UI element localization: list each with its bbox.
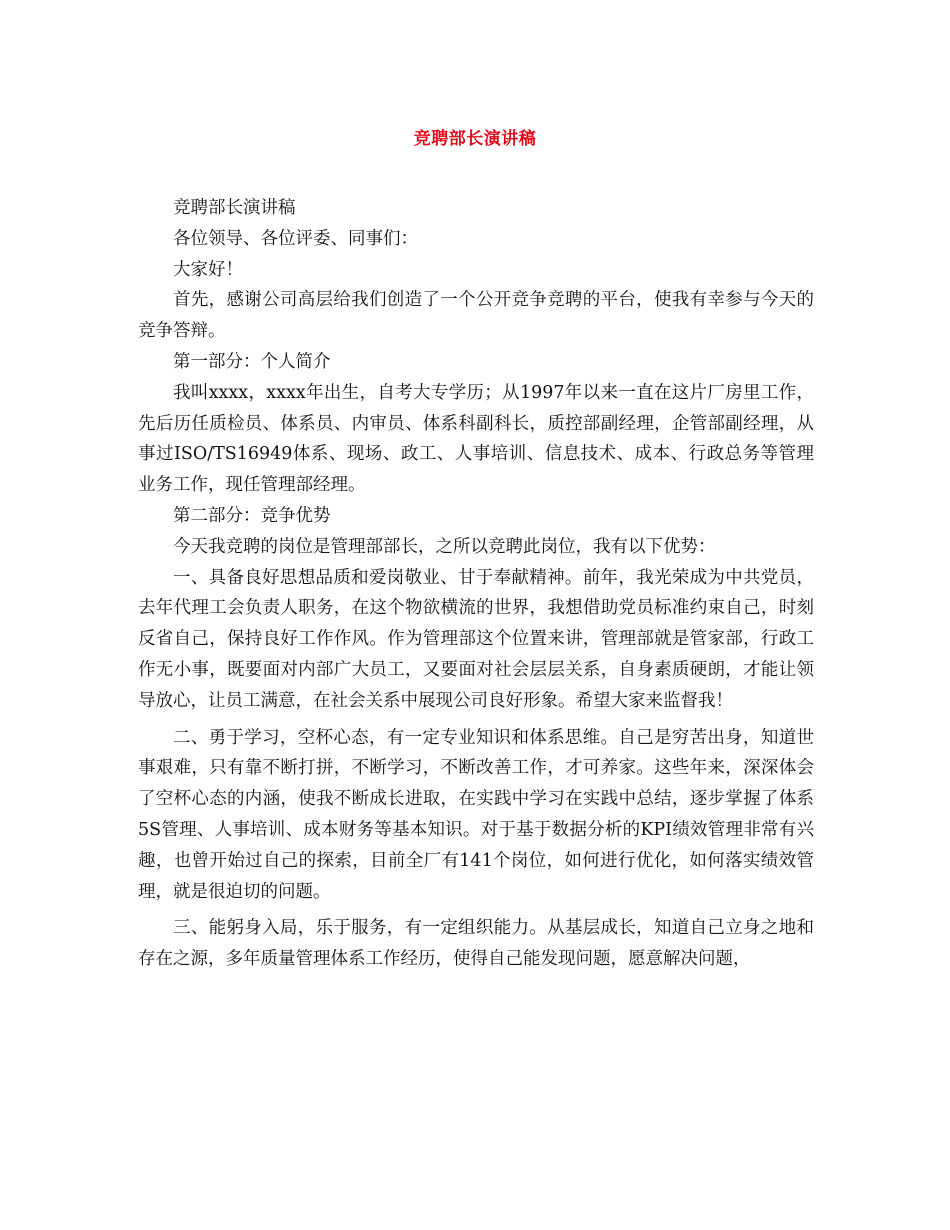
paragraph-intro: 首先，感谢公司高层给我们创造了一个公开竞争竞聘的平台，使我有幸参与今天的竞争答辩。 (138, 290, 814, 342)
paragraph-advantage-3: 三、能躬身入局，乐于服务，有一定组织能力。从基层成长，知道自己立身之地和存在之源，多年质量管理体系工作经历，使得自己能发现问题，愿意解决问题， (138, 918, 814, 970)
paragraph-heading: 竞聘部长演讲稿 (173, 198, 296, 218)
paragraph-position: 今天我竞聘的岗位是管理部部长，之所以竞聘此岗位，我有以下优势： (173, 536, 716, 557)
paragraph-salutation: 各位领导、各位评委、同事们： (173, 228, 418, 249)
document-body (138, 193, 814, 975)
paragraph-profile: 我叫xxxx，xxxx年出生，自考大专学历；从1997年以来一直在这片厂房里工作，先后历任质检员、体系员、内审员、体系科副科长，质控部副经理，企管部副经理，从事过ISO/TS16949体系、现场、政工、人事培训、信息技术、成本、行政总务等管理业务工作，现任管理部经理。 (138, 382, 814, 496)
section-heading-2: 第二部分：竞争优势 (173, 505, 331, 526)
document-title: 竞聘部长演讲稿 (413, 129, 537, 149)
section-heading-1: 第一部分：个人简介 (173, 351, 331, 372)
paragraph-greeting: 大家好！ (173, 259, 243, 280)
paragraph-advantage-1: 一、具备良好思想品质和爱岗敬业、甘于奉献精神。前年，我光荣成为中共党员，去年代理工会负责人职务，在这个物欲横流的世界，我想借助党员标准约束自己，时刻反省自己，保持良好工作作风。作为管理部这个位置来讲，管理部就是管家部，行政工作无小事，既要面对内部广大员工，又要面对社会层层关系，自身素质硬朗，才能让领导放心，让员工满意，在社会关系中展现公司良好形象。希望大家来监督我！ (138, 567, 814, 711)
paragraph-advantage-2: 二、勇于学习，空杯心态，有一定专业知识和体系思维。自己是穷苦出身，知道世事艰难，只有靠不断打拼，不断学习，不断改善工作，才可养家。这些年来，深深体会了空杯心态的内涵，使我不断成长进取，在实践中学习在实践中总结，逐步掌握了体系5S管理、人事培训、成本财务等基本知识。对于基于数据分析的KPI绩效管理非常有兴趣，也曾开始过自己的探索，目前全厂有141个岗位，如何进行优化，如何落实绩效管理，就是很迫切的问题。 (138, 727, 814, 902)
